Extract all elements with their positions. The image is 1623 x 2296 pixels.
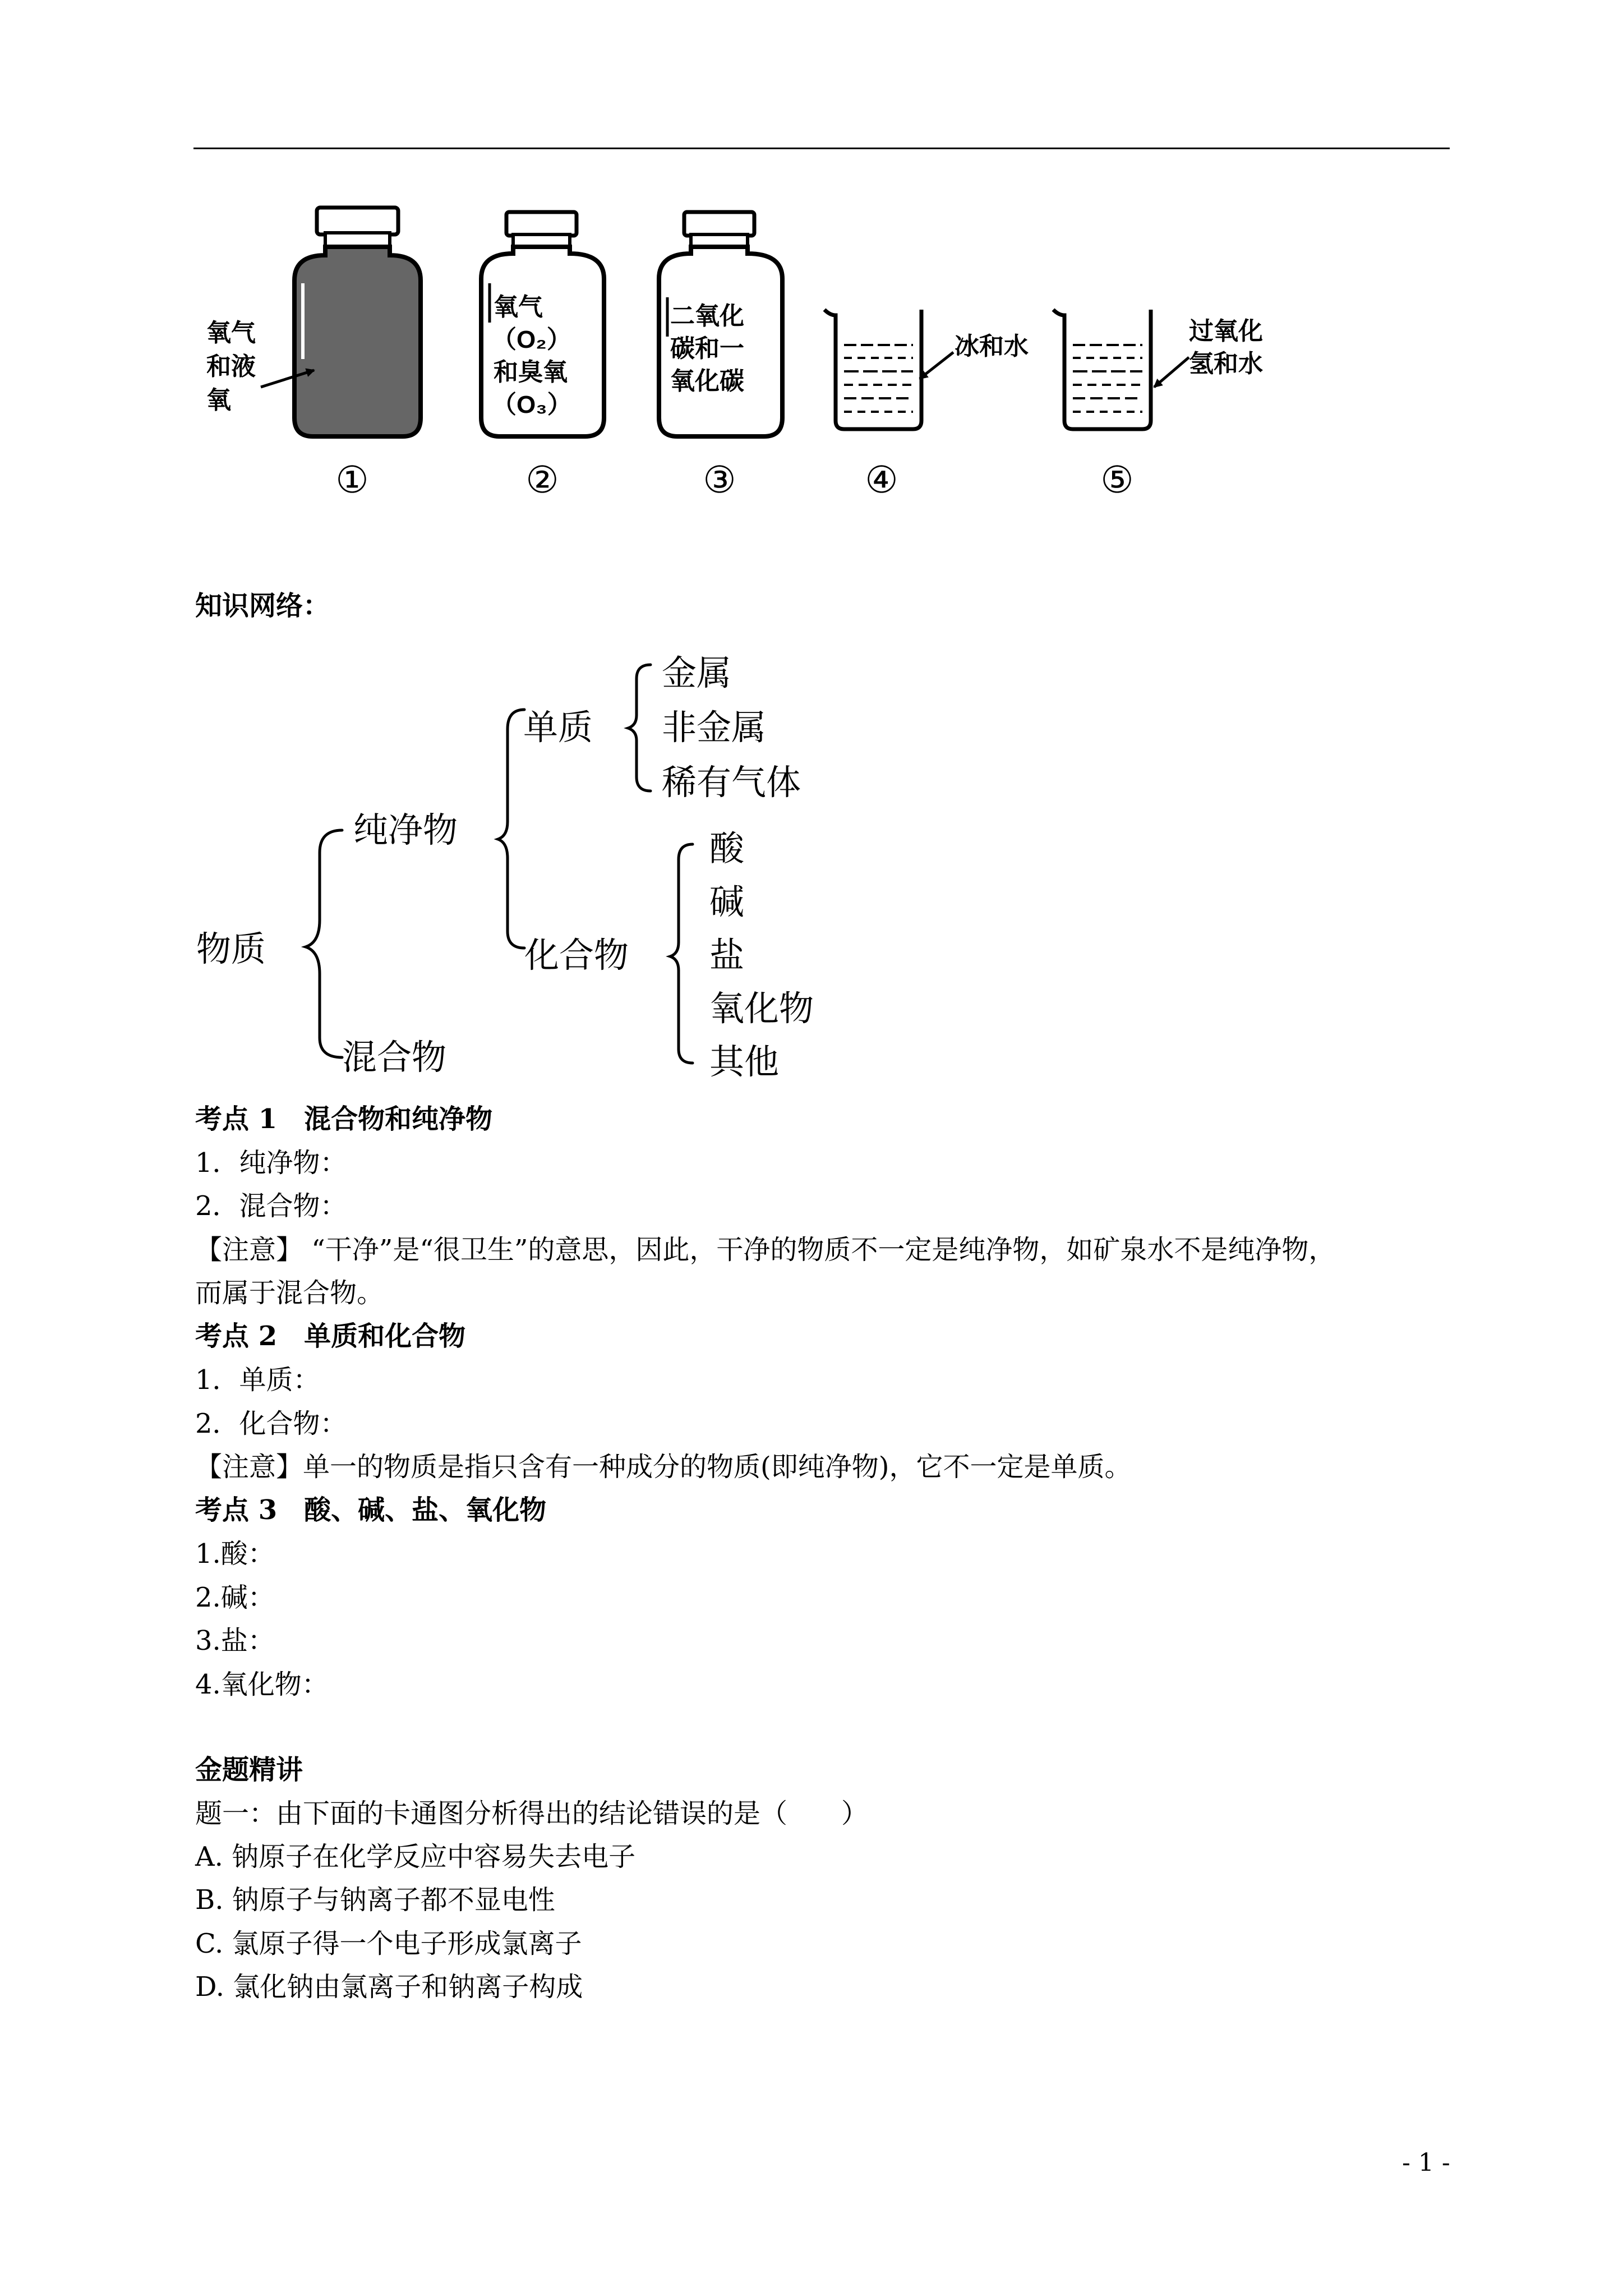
jar-2-label-line-4: （O₃） xyxy=(492,391,572,418)
network-compound-child: 其他 xyxy=(709,1041,780,1082)
beaker-5-label-line-2: 氢和水 xyxy=(1189,350,1263,378)
section-3-item: 1.酸： xyxy=(195,1538,275,1570)
network-mixture: 混合物 xyxy=(342,1037,447,1078)
network-compound-child: 氧化物 xyxy=(709,988,814,1029)
jar-1-label-line-1: 氧气 xyxy=(206,319,256,347)
exercise-question: 题一：由下面的卡通图分析得出的结论错误的是（ ） xyxy=(195,1798,869,1829)
page-number: - 1 - xyxy=(1402,2148,1450,2177)
exercise-option-b: B. 钠原子与钠离子都不显电性 xyxy=(195,1884,555,1916)
section-3-title: 考点 3 酸、碱、盐、氧化物 xyxy=(195,1494,547,1526)
section-3-item: 2.碱： xyxy=(195,1582,275,1613)
jar-2-label-line-2: （O₂） xyxy=(492,326,571,353)
section-1-note-continued: 而属于混合物。 xyxy=(195,1277,384,1309)
network-element-child: 稀有气体 xyxy=(662,762,801,803)
section-2-title: 考点 2 单质和化合物 xyxy=(195,1320,466,1352)
jar-1-label-line-2: 和液 xyxy=(206,353,256,380)
network-element: 单质 xyxy=(523,707,593,748)
figure-number-3: ③ xyxy=(703,458,736,501)
jar-2-label-line-1: 氧气 xyxy=(494,293,543,321)
network-element-child: 金属 xyxy=(662,652,732,693)
network-compound: 化合物 xyxy=(524,935,629,976)
figure-number-4: ④ xyxy=(865,458,898,501)
exercise-heading: 金题精讲 xyxy=(195,1754,303,1786)
network-compound-child: 盐 xyxy=(709,935,745,976)
network-root: 物质 xyxy=(196,928,266,969)
section-3-item: 3.盐： xyxy=(195,1625,275,1657)
jar-3-label-line-2: 碳和一 xyxy=(670,335,744,362)
figure-number-2: ② xyxy=(525,458,559,501)
section-1-note: 【注意】 “干净”是“很卫生”的意思，因此，干净的物质不一定是纯净物，如矿泉水不是纯净物， xyxy=(195,1234,1336,1266)
jar-3-label-line-1: 二氧化 xyxy=(670,302,744,330)
section-3-item: 4.氧化物： xyxy=(195,1669,329,1700)
exercise-option-d: D. 氯化钠由氯离子和钠离子构成 xyxy=(195,1971,583,2003)
figure-number-1: ① xyxy=(335,458,369,501)
jar-1-label-line-3: 氧 xyxy=(206,386,231,414)
jar-2-label-line-3: 和臭氧 xyxy=(494,358,568,386)
exercise-option-c: C. 氯原子得一个电子形成氯离子 xyxy=(195,1928,582,1959)
beaker-5-label-line-1: 过氧化 xyxy=(1189,318,1263,345)
network-element-child: 非金属 xyxy=(662,707,767,748)
section-1-item: 2．混合物： xyxy=(195,1190,347,1222)
section-2-item: 1．单质： xyxy=(195,1364,320,1396)
network-pure-substance: 纯净物 xyxy=(353,809,458,850)
network-compound-child: 酸 xyxy=(709,828,745,869)
section-1-item: 1．纯净物： xyxy=(195,1147,347,1179)
beaker-4-label: 冰和水 xyxy=(955,333,1029,360)
exercise-option-a: A. 钠原子在化学反应中容易失去电子 xyxy=(195,1841,636,1872)
section-2-item: 2．化合物： xyxy=(195,1408,347,1439)
section-1-title: 考点 1 混合物和纯净物 xyxy=(195,1103,493,1135)
figure-number-5: ⑤ xyxy=(1100,458,1134,501)
section-2-note: 【注意】单一的物质是指只含有一种成分的物质(即纯净物)，它不一定是单质。 xyxy=(195,1451,1132,1483)
network-heading: 知识网络： xyxy=(195,590,330,622)
jar-3-label-line-3: 氧化碳 xyxy=(670,367,744,395)
network-compound-child: 碱 xyxy=(709,881,745,922)
